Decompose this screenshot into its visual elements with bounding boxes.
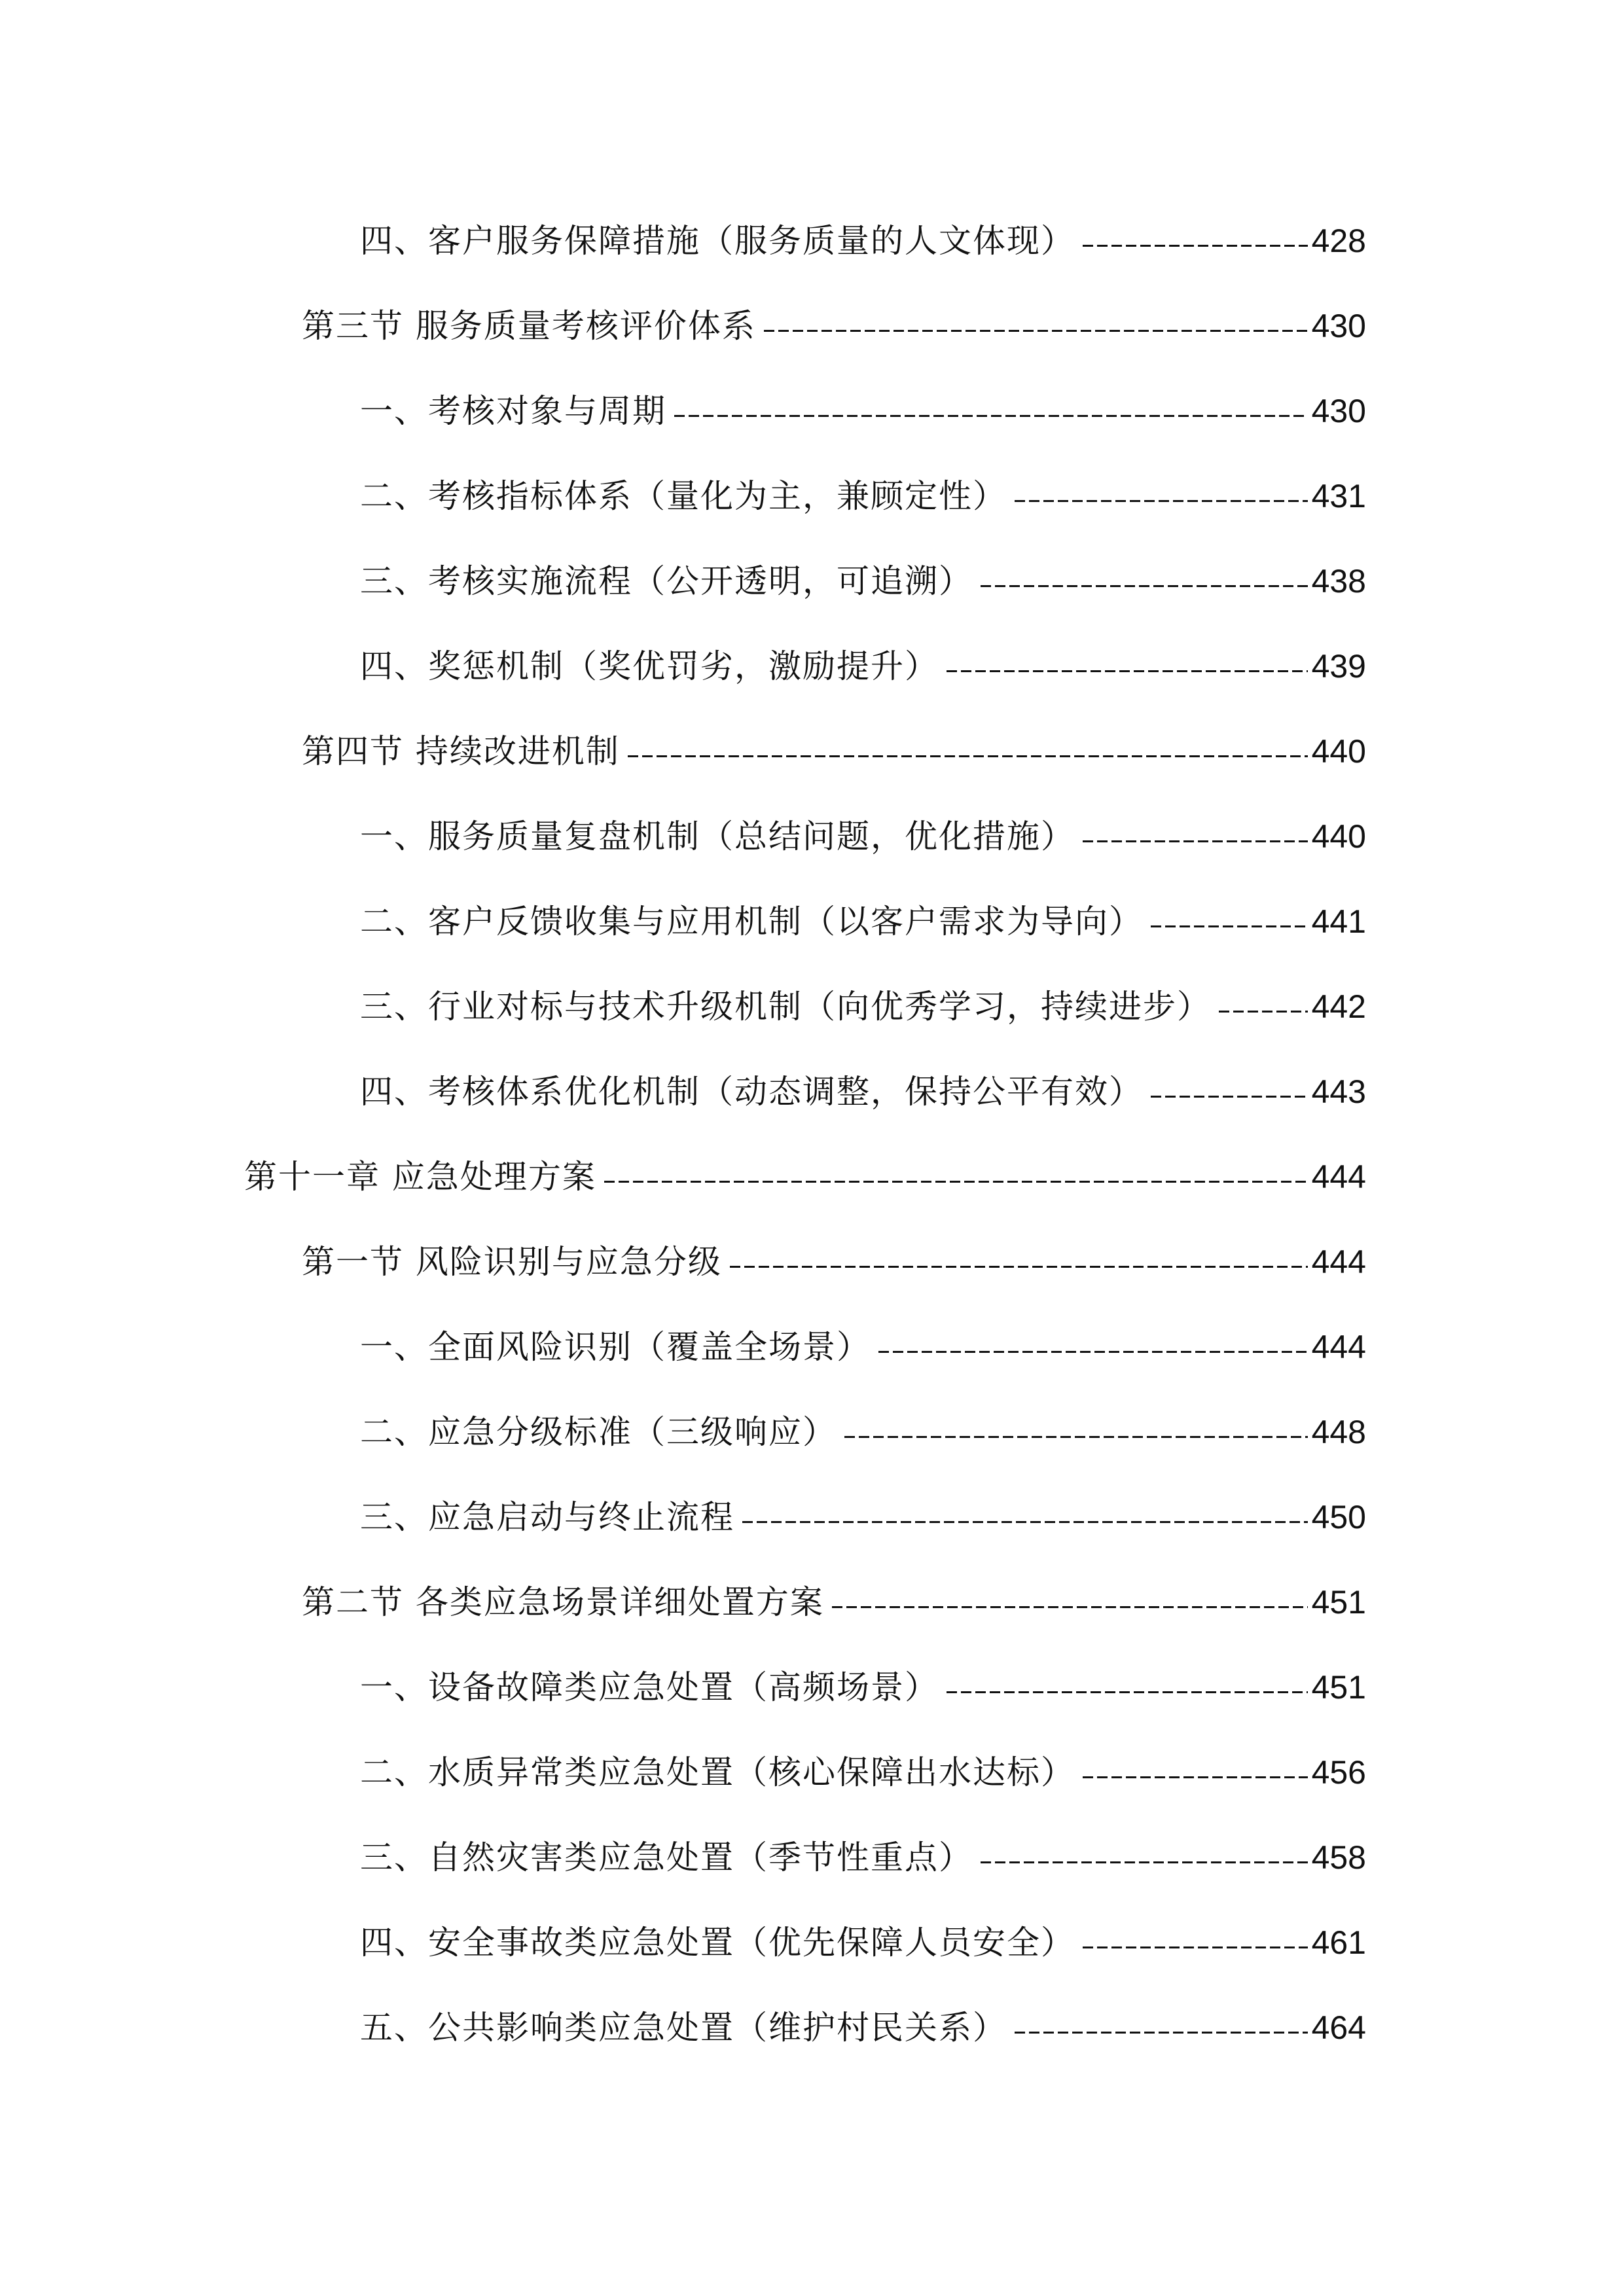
toc-page-number: 441 bbox=[1311, 903, 1366, 940]
toc-dot-leader bbox=[947, 1691, 1308, 1693]
toc-entry[interactable] bbox=[360, 810, 1366, 863]
toc-entry[interactable] bbox=[360, 470, 1366, 522]
toc-entry-title: 一、考核对象与周期 bbox=[360, 392, 666, 430]
toc-entry[interactable] bbox=[360, 1406, 1366, 1458]
toc-dot-leader bbox=[947, 670, 1308, 672]
toc-entry[interactable] bbox=[360, 895, 1366, 948]
toc-page-number: 442 bbox=[1311, 988, 1366, 1025]
toc-dot-leader bbox=[764, 330, 1308, 332]
toc-section-entry[interactable] bbox=[302, 1236, 1366, 1288]
toc-page-number: 440 bbox=[1311, 733, 1366, 770]
toc-section-entry[interactable] bbox=[302, 725, 1366, 778]
toc-dot-leader bbox=[981, 1861, 1308, 1863]
toc-page-number: 448 bbox=[1311, 1414, 1366, 1450]
toc-page-number: 461 bbox=[1311, 1924, 1366, 1961]
toc-chapter-entry[interactable] bbox=[244, 1151, 1366, 1203]
toc-entry-title: 一、全面风险识别（覆盖全场景） bbox=[360, 1328, 871, 1366]
toc-entry-title: 第一节 风险识别与应急分级 bbox=[302, 1243, 722, 1281]
toc-page-number: 456 bbox=[1311, 1754, 1366, 1791]
toc-dot-leader bbox=[1083, 1946, 1308, 1948]
toc-page-number: 451 bbox=[1311, 1669, 1366, 1706]
toc-dot-leader bbox=[878, 1351, 1308, 1353]
toc-dot-leader bbox=[1083, 840, 1308, 842]
toc-page-number: 430 bbox=[1311, 393, 1366, 429]
toc-page-number: 430 bbox=[1311, 308, 1366, 344]
toc-page-number: 428 bbox=[1311, 223, 1366, 259]
toc-page-number: 440 bbox=[1311, 818, 1366, 855]
toc-dot-leader bbox=[1151, 1096, 1308, 1098]
toc-entry-title: 二、客户反馈收集与应用机制（以客户需求为导向） bbox=[360, 903, 1143, 941]
toc-page-number: 464 bbox=[1311, 2009, 1366, 2046]
toc-entry[interactable] bbox=[360, 1491, 1366, 1543]
toc-entry-title: 五、公共影响类应急处置（维护村民关系） bbox=[360, 2009, 1007, 2047]
toc-entry[interactable] bbox=[360, 2001, 1366, 2054]
toc-entry-title: 第三节 服务质量考核评价体系 bbox=[302, 307, 756, 345]
toc-entry[interactable] bbox=[360, 555, 1366, 607]
toc-entry-title: 三、行业对标与技术升级机制（向优秀学习，持续进步） bbox=[360, 988, 1211, 1026]
toc-entry-title: 三、考核实施流程（公开透明，可追溯） bbox=[360, 562, 973, 600]
toc-entry[interactable] bbox=[360, 1916, 1366, 1969]
toc-entry[interactable] bbox=[360, 1746, 1366, 1799]
toc-dot-leader bbox=[844, 1436, 1308, 1438]
toc-entry-title: 四、考核体系优化机制（动态调整，保持公平有效） bbox=[360, 1073, 1143, 1111]
toc-dot-leader bbox=[730, 1266, 1308, 1268]
toc-section-entry[interactable] bbox=[302, 1576, 1366, 1628]
toc-page-number: 444 bbox=[1311, 1244, 1366, 1280]
toc-entry-title: 三、应急启动与终止流程 bbox=[360, 1498, 734, 1536]
toc-dot-leader bbox=[674, 415, 1308, 417]
toc-page-number: 450 bbox=[1311, 1499, 1366, 1535]
toc-entry-title: 第四节 持续改进机制 bbox=[302, 732, 620, 770]
toc-entry-title: 三、自然灾害类应急处置（季节性重点） bbox=[360, 1839, 973, 1876]
toc-dot-leader bbox=[981, 585, 1308, 587]
toc-entry-title: 四、客户服务保障措施（服务质量的人文体现） bbox=[360, 222, 1075, 260]
toc-dot-leader bbox=[604, 1181, 1308, 1183]
toc-dot-leader bbox=[628, 755, 1308, 757]
toc-entry-title: 四、奖惩机制（奖优罚劣，激励提升） bbox=[360, 647, 939, 685]
toc-entry[interactable] bbox=[360, 1321, 1366, 1373]
toc-dot-leader bbox=[1015, 2032, 1308, 2034]
toc-entry-title: 四、安全事故类应急处置（优先保障人员安全） bbox=[360, 1924, 1075, 1962]
toc-page-number: 458 bbox=[1311, 1839, 1366, 1876]
toc-dot-leader bbox=[1219, 1011, 1308, 1013]
toc-dot-leader bbox=[1015, 500, 1308, 502]
toc-dot-leader bbox=[1151, 925, 1308, 927]
toc-entry-title: 二、水质异常类应急处置（核心保障出水达标） bbox=[360, 1753, 1075, 1791]
toc-page-number: 451 bbox=[1311, 1584, 1366, 1621]
toc-entry-title: 第二节 各类应急场景详细处置方案 bbox=[302, 1583, 824, 1621]
toc-entry-title: 二、考核指标体系（量化为主，兼顾定性） bbox=[360, 477, 1007, 515]
toc-entry[interactable] bbox=[360, 215, 1366, 267]
toc-entry[interactable] bbox=[360, 385, 1366, 437]
toc-entry[interactable] bbox=[360, 640, 1366, 692]
toc-page-number: 431 bbox=[1311, 478, 1366, 514]
toc-dot-leader bbox=[1083, 245, 1308, 247]
toc-page-number: 439 bbox=[1311, 648, 1366, 685]
toc-dot-leader bbox=[1083, 1776, 1308, 1778]
toc-entry-title: 一、设备故障类应急处置（高频场景） bbox=[360, 1668, 939, 1706]
toc-dot-leader bbox=[832, 1606, 1308, 1608]
toc-page-number: 444 bbox=[1311, 1158, 1366, 1195]
toc-entry[interactable] bbox=[360, 1661, 1366, 1713]
toc-section-entry[interactable] bbox=[302, 300, 1366, 352]
toc-entry-title: 一、服务质量复盘机制（总结问题，优化措施） bbox=[360, 817, 1075, 855]
toc-dot-leader bbox=[742, 1521, 1308, 1523]
toc-page-number: 443 bbox=[1311, 1073, 1366, 1110]
toc-entry[interactable] bbox=[360, 1831, 1366, 1884]
toc-entry-title: 二、应急分级标准（三级响应） bbox=[360, 1413, 837, 1451]
toc-entry[interactable] bbox=[360, 1066, 1366, 1118]
toc-page-number: 438 bbox=[1311, 563, 1366, 600]
toc-page-number: 444 bbox=[1311, 1329, 1366, 1365]
toc-entry[interactable] bbox=[360, 980, 1366, 1033]
toc-entry-title: 第十一章 应急处理方案 bbox=[244, 1158, 596, 1196]
